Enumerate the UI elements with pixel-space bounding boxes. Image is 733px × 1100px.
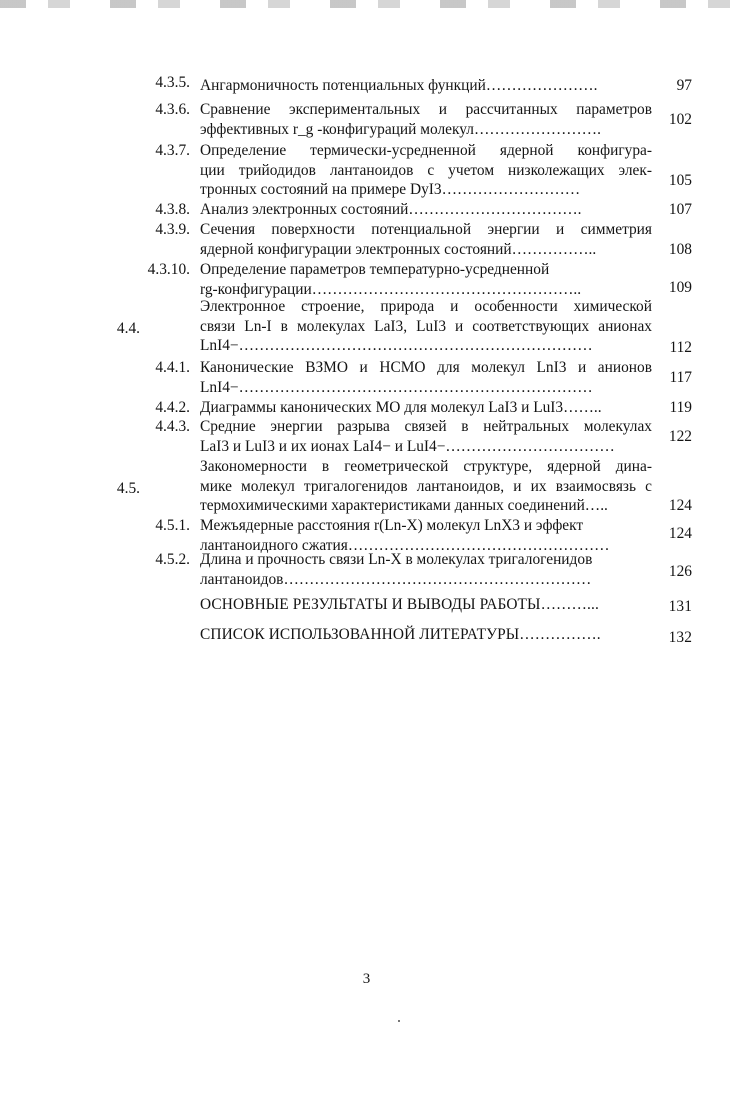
section-number: 4.4.2. xyxy=(155,399,190,416)
page-ref: 132 xyxy=(668,629,692,646)
section-title-line: ядерной конфигурации электронных состояний…………….. xyxy=(200,240,597,258)
section-title-line: Сравнение экспериментальных и рассчитанных параметров xyxy=(200,101,652,118)
toc-entry-4-3-8[interactable] xyxy=(0,200,733,222)
section-number: 4.4.3. xyxy=(155,418,190,435)
section-title-line: Длина и прочность связи Ln-X в молекулах тригалогенидов xyxy=(200,551,593,568)
page-ref: 102 xyxy=(668,111,692,128)
section-title-line: связи Ln-I в молекулах LaI3, LuI3 и соответствующих анионах xyxy=(200,317,652,335)
section-title-line: лантаноидов…………………………………………………… xyxy=(200,570,592,588)
page-ref: 109 xyxy=(668,279,692,296)
page-ref: 107 xyxy=(668,201,692,218)
section-title-line: LnI4−…………………………………………………………… xyxy=(200,378,593,396)
toc-entry-4-5-2[interactable] xyxy=(0,550,733,590)
scan-speck xyxy=(398,1020,400,1022)
section-title-line: rg-конфигурации…………………………………………….. xyxy=(200,280,582,298)
section-number: 4.3.9. xyxy=(155,221,190,238)
section-title-line: тронных состояний на примере DyI3……………………… xyxy=(200,181,581,199)
section-number: 4.5.1. xyxy=(155,517,190,534)
section-number: 4.5.2. xyxy=(155,551,190,568)
section-number: 4.3.6. xyxy=(155,101,190,118)
page-ref: 112 xyxy=(669,339,692,356)
page-ref: 124 xyxy=(668,497,692,514)
section-number: 4.4.1. xyxy=(155,359,190,376)
toc-entry-4-3-6[interactable] xyxy=(0,100,733,140)
toc-entry-4-3-10[interactable] xyxy=(0,260,733,300)
section-number: 4.3.10. xyxy=(147,261,190,278)
section-number: 4.4. xyxy=(116,320,140,337)
page-ref: 97 xyxy=(676,77,692,94)
toc-entry-4-5[interactable] xyxy=(0,457,733,517)
section-title: СПИСОК ИСПОЛЬЗОВАННОЙ ЛИТЕРАТУРЫ……………. xyxy=(200,626,601,643)
section-title-line: LnI4−…………………………………………………………… xyxy=(200,337,593,355)
section-title-line: Электронное строение, природа и особенности химической xyxy=(200,298,652,315)
toc-entry-4-3-7[interactable] xyxy=(0,141,733,201)
toc-entry-4-3-9[interactable] xyxy=(0,220,733,260)
section-title-line: эффективных r_g -конфигураций молекул……………………. xyxy=(200,120,601,138)
toc-entry-4-4-3[interactable] xyxy=(0,417,733,457)
section-title: Анализ электронных состояний……………………………. xyxy=(200,201,582,218)
page-ref: 119 xyxy=(669,399,692,416)
page-number: 3 xyxy=(362,971,371,987)
page-ref: 126 xyxy=(668,563,692,580)
toc-entry-references[interactable] xyxy=(0,623,733,645)
section-title-line: лантаноидного сжатия…………………………………………… xyxy=(200,536,610,554)
page-ref: 124 xyxy=(668,525,692,542)
section-title: Диаграммы канонических МО для молекул LaI3 и LuI3…….. xyxy=(200,399,602,416)
section-title-line: LaI3 и LuI3 и их ионах LaI4− и LuI4−…………………………… xyxy=(200,437,615,455)
section-title: ОСНОВНЫЕ РЕЗУЛЬТАТЫ И ВЫВОДЫ РАБОТЫ………... xyxy=(200,596,599,613)
section-title-line: Межъядерные расстояния r(Ln-X) молекул LnX3 и эффект xyxy=(200,517,584,534)
section-title-line: Средние энергии разрыва связей в нейтральных молекулах xyxy=(200,418,652,435)
scan-top-artifact xyxy=(0,0,733,8)
section-number: 4.3.5. xyxy=(155,74,190,91)
section-title-line: термохимическими характеристиками данных соединений….. xyxy=(200,497,608,515)
section-title-line: Сечения поверхности потенциальной энергии и симметрия xyxy=(200,221,652,238)
section-number: 4.5. xyxy=(116,480,140,497)
page-ref: 117 xyxy=(669,369,692,386)
toc-entry-conclusions[interactable] xyxy=(0,593,733,615)
section-title: Ангармоничность потенциальных функций…………………. xyxy=(200,77,598,94)
section-title-line: Определение термически-усредненной ядерной конфигура- xyxy=(200,142,652,159)
section-title-line: мике молекул тригалогенидов лантаноидов, и их взаимосвязь с xyxy=(200,477,652,495)
page-ref: 105 xyxy=(668,172,692,189)
toc-entry-4-3-5[interactable] xyxy=(0,73,733,95)
section-title-line: Канонические ВЗМО и НСМО для молекул LnI3 и анионов xyxy=(200,359,652,376)
section-number: 4.3.7. xyxy=(155,142,190,159)
page-ref: 122 xyxy=(668,428,692,445)
toc-entry-4-4[interactable] xyxy=(0,297,733,357)
page-ref: 108 xyxy=(668,241,692,258)
toc-entry-4-4-1[interactable] xyxy=(0,358,733,398)
section-title-line: ции трийодидов лантаноидов с учетом низколежащих элек- xyxy=(200,161,652,179)
section-title-line: Закономерности в геометрической структуре, ядерной дина- xyxy=(200,458,652,475)
page-ref: 131 xyxy=(668,598,692,615)
section-number: 4.3.8. xyxy=(155,201,190,218)
section-title-line: Определение параметров температурно-усредненной xyxy=(200,261,550,278)
